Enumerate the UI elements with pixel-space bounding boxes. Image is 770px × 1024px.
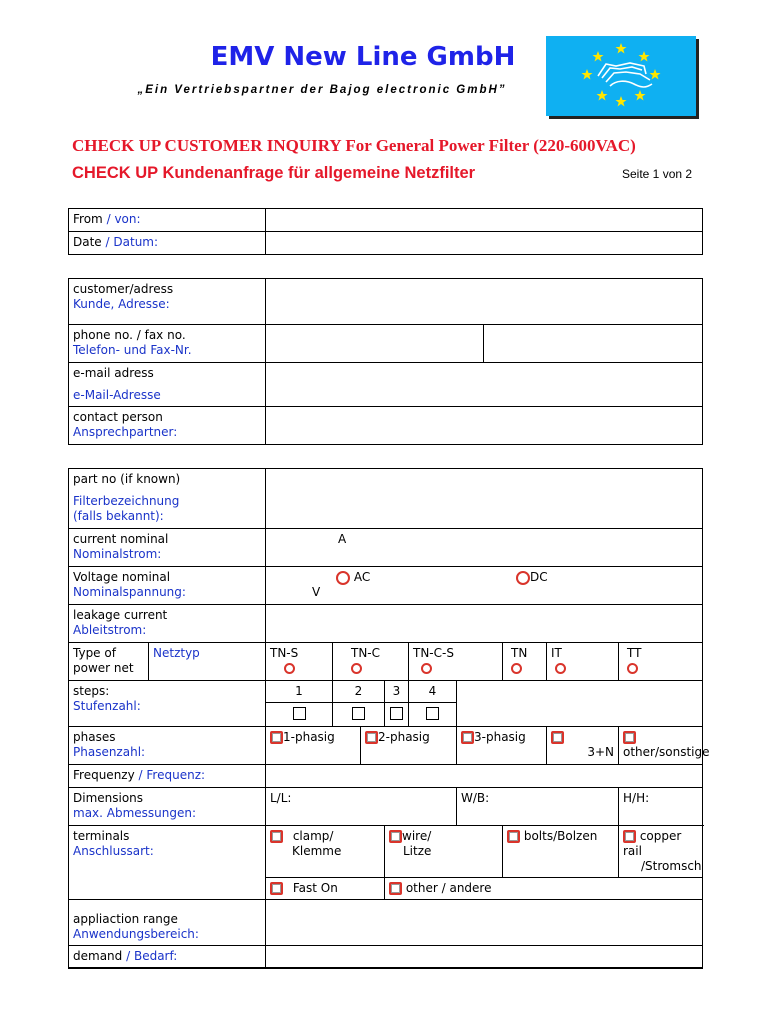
terminals-label: terminals Anschlussart: [69, 826, 266, 900]
fax-field[interactable] [484, 325, 703, 363]
phase-2-option[interactable]: 2-phasig [361, 727, 457, 765]
page-number: Seite 1 von 2 [622, 167, 693, 181]
application-field[interactable] [266, 900, 703, 946]
current-unit: A [338, 532, 347, 546]
title-german: CHECK UP Kundenanfrage für allgemeine Netzfilter [72, 164, 476, 182]
step-2-checkbox-icon[interactable] [352, 707, 365, 720]
from-label: From / von: [69, 209, 266, 232]
step-3-label: 3 [385, 681, 409, 703]
frequency-field[interactable] [266, 765, 703, 788]
phase-other-checkbox-icon[interactable] [623, 731, 636, 744]
current-row [69, 529, 703, 567]
tn-radio-icon[interactable] [511, 663, 522, 674]
net-option-tn-c-s[interactable]: TN-C-S [409, 643, 503, 681]
tt-radio-icon[interactable] [627, 663, 638, 674]
net-option-tn-c[interactable]: TN-C [333, 643, 409, 681]
date-label: Date / Datum: [69, 232, 266, 255]
step-2-cell[interactable] [333, 703, 385, 727]
phase-3-checkbox-icon[interactable] [461, 731, 474, 744]
company-name: EMV New Line GmbH [210, 42, 516, 72]
terminals-row [69, 826, 703, 878]
copper-rail-checkbox-icon[interactable] [623, 830, 636, 843]
frequency-label: Frequenzy / Frequenz: [69, 765, 266, 788]
tagline: „Ein Vertriebspartner der Bajog electronic GmbH” [137, 84, 507, 96]
demand-label: demand / Bedarf: [69, 946, 266, 969]
phone-label: phone no. / fax no. Telefon- und Fax-Nr. [69, 325, 266, 363]
leakage-field[interactable] [266, 605, 703, 643]
customer-row [69, 279, 703, 325]
terminal-bolts-option[interactable]: bolts/Bolzen [503, 826, 619, 878]
terminal-rail-option[interactable]: copper rail /Stromsch [619, 826, 703, 878]
terminal-faston-option[interactable]: Fast On [266, 878, 385, 900]
ac-label: AC [353, 570, 371, 584]
from-field[interactable] [266, 209, 703, 232]
customer-table [68, 278, 703, 445]
terminal-wire-option[interactable]: wire/ Litze [385, 826, 503, 878]
date-field[interactable] [266, 232, 703, 255]
step-1-cell[interactable] [266, 703, 333, 727]
current-label: current nominal Nominalstrom: [69, 529, 266, 567]
company-logo [546, 36, 696, 116]
phase-3-option[interactable]: 3-phasig [457, 727, 547, 765]
phases-row [69, 727, 703, 765]
part-label: part no (if known) Filterbezeichnung (falls bekannt): [69, 469, 266, 529]
leakage-label: leakage current Ableitstrom: [69, 605, 266, 643]
phone-field[interactable] [266, 325, 484, 363]
eu-stars-logo-icon [546, 36, 696, 116]
phase-3n-option[interactable]: 3+N [547, 727, 619, 765]
email-label: e-mail adress e-Mail-Adresse [69, 363, 266, 407]
application-label: appliaction range Anwendungsbereich: [69, 900, 266, 946]
voltage-unit: V [312, 585, 321, 599]
dc-label: DC [530, 570, 548, 584]
net-option-it[interactable]: IT [547, 643, 619, 681]
email-field[interactable] [266, 363, 703, 407]
tn-c-radio-icon[interactable] [351, 663, 362, 674]
net-type-label-de: Netztyp [149, 643, 266, 681]
step-4-cell[interactable] [409, 703, 457, 727]
phone-row [69, 325, 703, 363]
frequency-row [69, 765, 703, 788]
dimension-height-field[interactable]: H/H: [619, 788, 703, 826]
technical-table [68, 468, 710, 969]
step-1-label: 1 [266, 681, 333, 703]
steps-label: steps: Stufenzahl: [69, 681, 266, 727]
net-option-tt[interactable]: TT [619, 643, 703, 681]
email-row [69, 363, 703, 407]
dimensions-row [69, 788, 703, 826]
voltage-row [69, 567, 703, 605]
dimensions-label: Dimensions max. Abmessungen: [69, 788, 266, 826]
sender-table [68, 208, 703, 255]
dimension-width-field[interactable]: W/B: [457, 788, 619, 826]
ac-radio-icon[interactable] [336, 571, 350, 585]
wire-checkbox-icon[interactable] [389, 830, 402, 843]
phase-1-option[interactable]: 1-phasig [266, 727, 361, 765]
demand-field[interactable] [266, 946, 703, 969]
customer-label: customer/adress Kunde, Adresse: [69, 279, 266, 325]
faston-checkbox-icon[interactable] [270, 882, 283, 895]
title-english: CHECK UP CUSTOMER INQUIRY For General Power Filter (220-600VAC) [72, 136, 636, 155]
phase-1-checkbox-icon[interactable] [270, 731, 283, 744]
contact-label: contact person Ansprechpartner: [69, 407, 266, 445]
step-1-checkbox-icon[interactable] [293, 707, 306, 720]
tn-c-s-radio-icon[interactable] [421, 663, 432, 674]
it-radio-icon[interactable] [555, 663, 566, 674]
part-field[interactable] [266, 469, 703, 529]
contact-field[interactable] [266, 407, 703, 445]
other-terminal-checkbox-icon[interactable] [389, 882, 402, 895]
tn-s-radio-icon[interactable] [284, 663, 295, 674]
bolts-checkbox-icon[interactable] [507, 830, 520, 843]
voltage-label: Voltage nominal Nominalspannung: [69, 567, 266, 605]
step-3-cell[interactable] [385, 703, 409, 727]
date-row [69, 232, 703, 255]
step-4-checkbox-icon[interactable] [426, 707, 439, 720]
step-4-label: 4 [409, 681, 457, 703]
phases-label: phases Phasenzahl: [69, 727, 266, 765]
steps-spacer [457, 681, 703, 727]
steps-row [69, 681, 703, 703]
net-option-tn-s[interactable]: TN-S [266, 643, 333, 681]
phase-other-option[interactable]: other/sonstige [619, 727, 703, 765]
bottom-divider [68, 967, 702, 968]
net-option-tn[interactable]: TN [503, 643, 547, 681]
from-row [69, 209, 703, 232]
part-row [69, 469, 703, 529]
net-type-row [69, 643, 703, 681]
current-field[interactable] [266, 529, 703, 567]
demand-row [69, 946, 703, 969]
phase-3n-checkbox-icon[interactable] [551, 731, 564, 744]
application-row [69, 900, 703, 946]
terminal-other-option[interactable]: other / andere [385, 878, 703, 900]
step-3-checkbox-icon[interactable] [390, 707, 403, 720]
net-type-label: Type of power net [69, 643, 149, 681]
dimension-length-field[interactable]: L/L: [266, 788, 457, 826]
step-2-label: 2 [333, 681, 385, 703]
terminal-clamp-option[interactable]: clamp/ Klemme [266, 826, 385, 878]
dc-radio-icon[interactable] [516, 571, 530, 585]
clamp-checkbox-icon[interactable] [270, 830, 283, 843]
leakage-row [69, 605, 703, 643]
customer-field[interactable] [266, 279, 703, 325]
contact-row [69, 407, 703, 445]
voltage-field[interactable] [266, 567, 703, 605]
phase-2-checkbox-icon[interactable] [365, 731, 378, 744]
